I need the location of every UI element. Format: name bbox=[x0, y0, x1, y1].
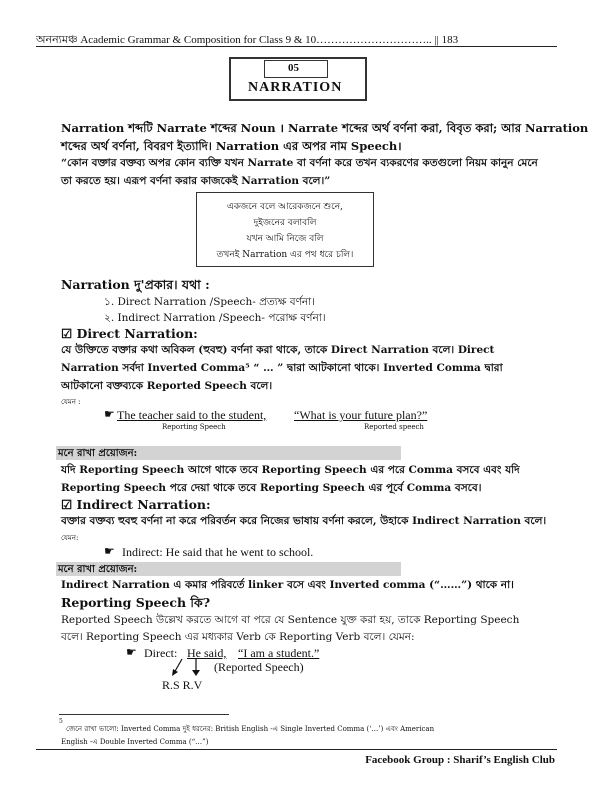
poem-line-4: তখনই Narration এর পথ ধরে চলি। bbox=[216, 250, 354, 260]
intro-line-2: শব্দের অর্থ বর্ণনা, বিবরণ ইত্যাদি। Narration এর অপর নাম Speech। bbox=[61, 139, 402, 153]
intro-line-3: “কোন বক্তার বক্তব্য অপর কোন ব্যক্তি যখন Narrate বা বর্ণনা করে তখন ব্যকরণের কতগুলো নিয়ম কানুন মেনে bbox=[61, 157, 538, 169]
footer-text: Facebook Group : Sharif’s English Club bbox=[365, 754, 555, 766]
poem-box bbox=[196, 192, 374, 267]
intro-line-4: তা করতে হয়। এরূপ বর্ণনা করার কাজকেই Narration বলে।” bbox=[61, 175, 331, 187]
indirect-example-label: যেমন: bbox=[61, 534, 79, 542]
direct-line-3: আটকানো বক্তব্যকে Reported Speech বলে। bbox=[61, 380, 273, 392]
reporting-heading: Reporting Speech কি? bbox=[61, 595, 211, 610]
note-label-1 bbox=[56, 446, 401, 460]
indirect-example: Indirect: He said that he went to school. bbox=[122, 545, 314, 559]
reporting-example-quote: “I am a student.” bbox=[238, 646, 320, 660]
pointing-hand-icon: ☛ bbox=[104, 544, 115, 558]
pointing-hand-icon: ☛ bbox=[104, 407, 115, 421]
poem-line-3: যখন আমি নিজে বলি bbox=[246, 234, 324, 244]
indirect-heading: ☑ Indirect Narration: bbox=[61, 497, 211, 512]
direct-example-reporting: The teacher said to the student, bbox=[117, 408, 267, 422]
reporting-example-direct: Direct: bbox=[144, 646, 178, 660]
direct-heading: ☑ Direct Narration: bbox=[61, 326, 198, 341]
header-rule bbox=[36, 46, 557, 47]
footnote-line-1: জেনে রাখা ভালো: Inverted Comma দুই ধরনের: British English -এ Single Inverted Comma (‘…’) এবং American bbox=[66, 725, 435, 733]
footer-rule bbox=[36, 749, 557, 750]
note2-line-1: Indirect Narration এ কমার পরিবর্তে linker বসে এবং Inverted comma (“……”) থাকে না। bbox=[61, 579, 514, 591]
footnote-rule bbox=[59, 714, 229, 715]
poem-line-2: দুইজনের বলাবলি bbox=[253, 218, 317, 228]
reporting-labels: R.S R.V bbox=[162, 678, 203, 692]
direct-line-2: Narration সর্বদা Inverted Comma⁵ “ … ” দ্বারা আটকানো থাকে। Inverted Comma দ্বারা bbox=[61, 362, 503, 374]
intro-line-1: Narration শব্দটি Narrate শব্দের Noun । Narrate শব্দের অর্থ বর্ণনা করা, বিবৃত করা; আর Narration bbox=[61, 121, 589, 135]
types-item-1: ১. Direct Narration /Speech- প্রত্যক্ষ বর্ণনা। bbox=[104, 296, 315, 308]
direct-example-label: যেমন : bbox=[61, 398, 81, 406]
chapter-number: 05 bbox=[288, 62, 299, 74]
note-label-2-text: মনে রাখা প্রয়োজন: bbox=[58, 564, 138, 575]
direct-example-quote: “What is your future plan?” bbox=[294, 408, 428, 422]
footnote-mark: 5 bbox=[59, 718, 63, 725]
reporting-line-2: বলে। Reporting Speech এর মধ্যকার Verb কে Reporting Verb বলে। যেমন: bbox=[61, 631, 415, 643]
types-heading: Narration দু'প্রকার। যথা : bbox=[61, 277, 210, 292]
note-label-1-text: মনে রাখা প্রয়োজন: bbox=[58, 448, 138, 459]
note-label-2 bbox=[56, 562, 401, 576]
reporting-line-1: Reported Speech উল্লেখ করতে আগে বা পরে যে Sentence যুক্ত করা হয়, তাকে Reporting Speech bbox=[61, 614, 520, 626]
reporting-example-reported-label: (Reported Speech) bbox=[214, 660, 304, 674]
poem-line-1: একজনে বলে আরেকজনে শুনে, bbox=[226, 202, 344, 212]
reporting-example-said: He said, bbox=[187, 646, 227, 660]
running-header: অনন্যমঞ্চ Academic Grammar & Composition for Class 9 & 10………………………….. || 183 bbox=[36, 34, 459, 46]
label-reported-speech: Reported speech bbox=[364, 423, 424, 431]
indirect-line-1: বক্তার বক্তব্য হুবহু বর্ণনা না করে পরিবর্তন করে নিজের ভাষায় বর্ণনা করলে, উহাকে Indirect Narration বলে। bbox=[61, 515, 547, 527]
arrow-icons bbox=[162, 656, 212, 678]
chapter-title: NARRATION bbox=[248, 80, 343, 95]
footnote-line-2: English -এ Double Inverted Comma (“…”) bbox=[61, 738, 209, 746]
label-reporting-speech: Reporting Speech bbox=[162, 423, 226, 431]
types-item-2: ২. Indirect Narration /Speech- পরোক্ষ বর্ণনা। bbox=[104, 312, 326, 324]
direct-line-1: যে উক্তিতে বক্তার কথা অবিকল (হুবহু) বর্ণনা করা থাকে, তাকে Direct Narration বলে। Direct bbox=[61, 344, 495, 356]
note1-line-2: Reporting Speech পরে দেয়া থাকে তবে Reporting Speech এর পূর্বে Comma বসবে। bbox=[61, 482, 482, 494]
pointing-hand-icon: ☛ bbox=[126, 645, 137, 659]
note1-line-1: যদি Reporting Speech আগে থাকে তবে Reporting Speech এর পরে Comma বসবে এবং যদি bbox=[61, 464, 520, 476]
